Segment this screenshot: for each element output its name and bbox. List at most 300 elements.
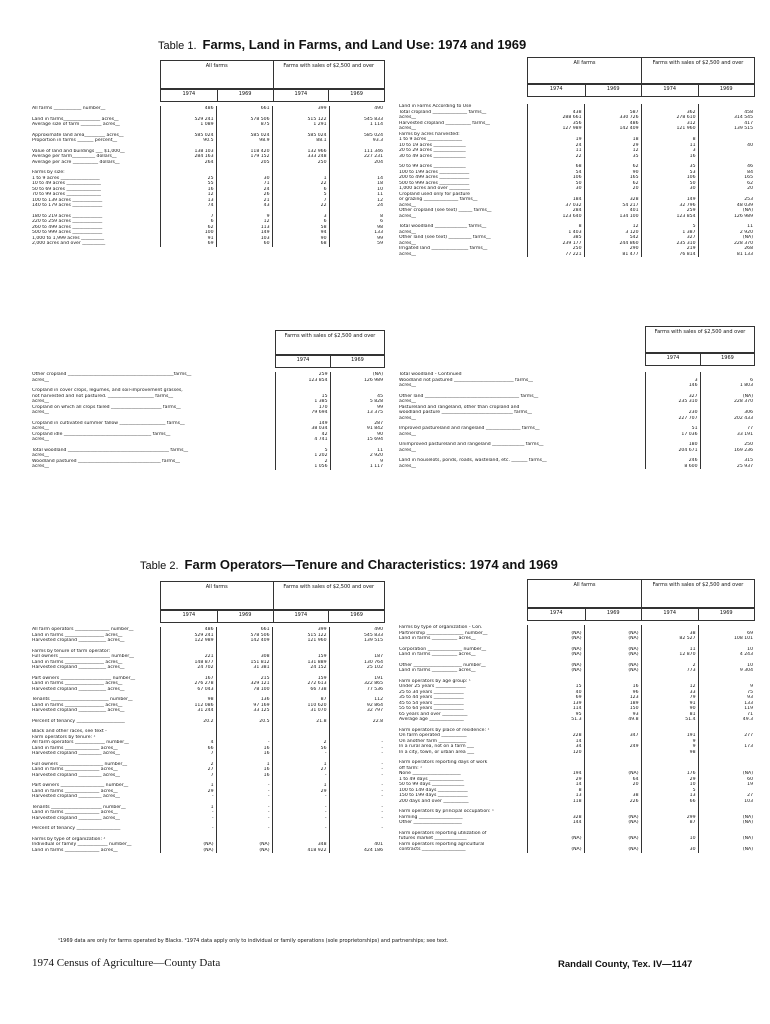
row-label: Harvested cropland ____________ acres__ xyxy=(32,708,125,713)
row-value: 2 xyxy=(275,459,330,465)
row-label: Land in farms ___________ acres__ xyxy=(399,652,476,657)
row-value: 1 089 xyxy=(160,122,216,128)
row-value: 1 xyxy=(272,762,329,768)
row-value: 38 034 xyxy=(275,426,330,432)
table1-bottom-left-body xyxy=(30,372,385,470)
row-label: acres__ xyxy=(32,437,49,442)
row-value: 121 960 xyxy=(272,638,329,644)
row-label: Individual or family _____________ number__ xyxy=(32,842,132,847)
row-value: (NA) xyxy=(700,394,755,400)
row-value: 327 xyxy=(645,394,700,400)
row-value: 585 024 xyxy=(216,133,272,139)
row-value: 38 xyxy=(641,631,698,637)
row-value: 77 xyxy=(700,426,755,432)
row-value: 1 385 xyxy=(275,399,330,405)
row-label: Farms by type of organization - Con. xyxy=(399,625,483,630)
row-label: 200 days and over ___________ xyxy=(399,798,469,804)
row-value: 10 xyxy=(698,663,755,669)
row-label: acres__ xyxy=(32,464,49,469)
row-value: 32 796 xyxy=(641,203,698,209)
row-value: 88.1 xyxy=(272,138,329,144)
row-label: 1 to 9 acres _______________ xyxy=(399,137,463,142)
row-value: 276 278 xyxy=(160,681,216,687)
row-value: 142 409 xyxy=(216,638,272,644)
row-value: 348 xyxy=(272,842,329,848)
row-value: 16 xyxy=(641,154,698,160)
row-value: 399 xyxy=(272,627,329,633)
row-value: 25 102 xyxy=(329,665,385,671)
row-value: 268 xyxy=(698,246,755,252)
row-value: 13 xyxy=(160,198,216,204)
row-value: 2 xyxy=(641,663,698,669)
row-value: 53 xyxy=(641,170,698,176)
row-value: 578 506 xyxy=(216,633,272,639)
row-value: 31 244 xyxy=(160,708,216,714)
row-label: Farms by tenure of farm operator: xyxy=(32,648,111,654)
row-value: 10 xyxy=(698,647,755,653)
row-label: off farm: ¹ xyxy=(399,765,423,771)
row-value: 119 xyxy=(698,706,755,712)
row-label: 20 to 29 acres ______________ xyxy=(399,148,466,153)
row-value: 250 xyxy=(527,246,584,252)
row-value: 1 xyxy=(160,783,216,789)
row-value: 6 xyxy=(700,378,755,384)
row-value: 204 xyxy=(329,160,385,166)
row-value: 356 xyxy=(527,121,584,127)
row-value: - xyxy=(272,816,329,822)
row-value: 120 xyxy=(527,750,584,756)
row-value: (NA) xyxy=(584,668,641,674)
row-value: 27 xyxy=(160,767,216,773)
row-value: 136 xyxy=(216,697,272,703)
row-value: (NA) xyxy=(527,652,584,658)
row-value: 149 xyxy=(216,230,272,236)
row-value: 661 xyxy=(216,627,272,633)
row-value: 246 xyxy=(645,458,700,464)
row-label: acres__ xyxy=(399,415,416,421)
row-value: 51 xyxy=(645,426,700,432)
row-value: 284 163 xyxy=(160,154,216,160)
row-value: 35 xyxy=(641,164,698,170)
row-value: 1 xyxy=(216,762,272,768)
row-value: 875 xyxy=(216,122,272,128)
row-label: acres__ xyxy=(399,399,416,404)
row-value: 6 xyxy=(272,187,329,193)
header-year: 1974 xyxy=(641,608,698,620)
row-value: 149 xyxy=(275,421,330,427)
row-value: 165 xyxy=(698,175,755,181)
row-label: Farming ___________________ xyxy=(399,814,463,820)
row-value: (NA) xyxy=(330,372,385,378)
row-value: 385 xyxy=(527,235,584,241)
row-value: (NA) xyxy=(527,663,584,669)
row-label: Woodland pastured ____________________________________ farms__ xyxy=(32,458,180,464)
row-value: 139 xyxy=(527,701,584,707)
row-label: 65 years and over ___________ xyxy=(399,711,468,717)
row-value: 49.8 xyxy=(584,717,641,723)
row-value: 130 764 xyxy=(329,660,385,666)
row-label: Land in farms _________________ acres__ xyxy=(32,681,123,686)
header-year: 1974 xyxy=(276,355,330,367)
row-value: - xyxy=(160,810,216,816)
row-value: 333 248 xyxy=(272,154,329,160)
row-value: 75 xyxy=(698,690,755,696)
row-value: 239 177 xyxy=(527,241,584,247)
row-value: 91 xyxy=(160,236,216,242)
row-value: 24 xyxy=(527,143,584,149)
row-value: 112 xyxy=(329,697,385,703)
row-value: (NA) xyxy=(527,668,584,674)
row-value: 2 xyxy=(160,762,216,768)
row-label: Land in farms _________________ acres__ xyxy=(32,702,123,708)
header-year: 1969 xyxy=(585,608,642,620)
row-value: 112 086 xyxy=(160,703,216,709)
row-value: (NA) xyxy=(698,235,755,241)
row-value: 180 xyxy=(645,442,700,448)
row-value: 22 xyxy=(527,154,584,160)
row-value: 118 420 xyxy=(216,149,272,155)
row-value: 4 xyxy=(160,740,216,746)
row-label: Corporation _______________ number__ xyxy=(399,646,487,652)
row-value: 12 xyxy=(584,148,641,154)
row-value: 69 xyxy=(160,241,216,247)
row-value: 98 xyxy=(641,750,698,756)
row-value: - xyxy=(160,794,216,800)
row-value: 46 xyxy=(698,164,755,170)
row-value: 16 xyxy=(216,746,272,752)
row-value: 123 854 xyxy=(641,214,698,220)
row-value: 2 920 xyxy=(698,230,755,236)
row-value: 77 221 xyxy=(527,252,584,258)
row-value: 329 121 xyxy=(216,681,272,687)
row-value: 59 xyxy=(329,241,385,247)
row-value: 8 xyxy=(641,137,698,143)
row-value: 438 xyxy=(527,110,584,116)
row-label: Tenants ______________________ number__ xyxy=(32,804,126,810)
row-value: 68 xyxy=(272,241,329,247)
row-label: Harvested cropland ____________ acres__ xyxy=(32,686,125,692)
row-value: 9 xyxy=(641,739,698,745)
row-value: 90 xyxy=(272,236,329,242)
row-value: 159 xyxy=(272,676,329,682)
table-row xyxy=(397,847,755,853)
row-value: 299 xyxy=(641,815,698,821)
row-label: 10 to 49 acres _______________ xyxy=(32,181,101,186)
row-value: 11 xyxy=(527,148,584,154)
row-value: (NA) xyxy=(698,771,755,777)
row-value: 230 xyxy=(645,410,700,416)
row-value: 347 xyxy=(584,733,641,739)
row-value: 19 xyxy=(698,782,755,788)
row-label: 500 to 999 acres _____________ xyxy=(399,180,470,186)
row-value: 287 xyxy=(330,421,385,427)
row-label: futures market ______________ xyxy=(399,836,467,841)
row-value: 95 xyxy=(527,712,584,718)
row-label: Farm operators by age group: ¹ xyxy=(399,678,471,684)
row-value: (NA) xyxy=(698,847,755,853)
row-value: - xyxy=(272,773,329,779)
row-value: - xyxy=(329,740,385,746)
row-value: 91 842 xyxy=(330,426,385,432)
table1-title-text: Farms, Land in Farms, and Land Use: 1974 and 1969 xyxy=(202,37,527,52)
row-value: 399 xyxy=(272,106,329,112)
row-value: 13 xyxy=(527,793,584,799)
row-label: 500 to 999 acres _____________ xyxy=(32,230,103,235)
row-value: 24 xyxy=(216,187,272,193)
row-label: 50 to 99 acres ______________ xyxy=(399,164,466,169)
row-label: 35 to 44 years _____________ xyxy=(399,695,464,700)
row-value: (NA) xyxy=(527,631,584,637)
row-label: Farm operators reporting utilization of xyxy=(399,830,487,836)
header-all-farms: All farms xyxy=(161,582,273,610)
footer-census-title: 1974 Census of Agriculture—County Data xyxy=(32,957,221,969)
row-label: Percent of tenancy _____________________ xyxy=(32,718,125,724)
row-label: In a rural area, not on a farm ___ xyxy=(399,744,474,749)
row-value: 90 xyxy=(330,432,385,438)
row-label: Woodland not pastured __________________________ farms__ xyxy=(399,377,533,383)
row-value: 20.2 xyxy=(160,719,216,725)
row-value: 30 xyxy=(641,186,698,192)
row-value: 51.3 xyxy=(527,717,584,723)
row-value: 21.8 xyxy=(272,719,329,725)
row-value: - xyxy=(329,751,385,757)
row-value: 62 xyxy=(584,164,641,170)
row-label: acres__ xyxy=(32,377,49,383)
row-value: 545 833 xyxy=(329,633,385,639)
row-label: 10 to 19 acres ______________ xyxy=(399,142,466,148)
row-value: 322 865 xyxy=(329,681,385,687)
row-value: 187 xyxy=(329,654,385,660)
row-value: 29 xyxy=(527,777,584,783)
row-value: 4 741 xyxy=(275,437,330,443)
row-value: 176 xyxy=(641,771,698,777)
header-sales-farms: Farms with sales of $2,500 and over xyxy=(276,331,384,355)
row-value: 69 xyxy=(527,695,584,701)
row-value: 2 920 xyxy=(330,453,385,459)
row-value: 159 xyxy=(272,654,329,660)
row-value: 226 xyxy=(584,799,641,805)
row-value: 5 xyxy=(272,192,329,198)
row-value: 26 xyxy=(216,192,272,198)
row-label: Cropland idle ______________________________________ farms__ xyxy=(32,431,171,437)
row-value: 79 xyxy=(641,695,698,701)
row-value: 529 241 xyxy=(160,117,216,123)
row-label: Harvested cropland ____________ acres__ xyxy=(32,665,125,670)
row-value: 330 726 xyxy=(584,115,641,121)
row-value: 150 xyxy=(584,706,641,712)
row-value: 20 xyxy=(698,186,755,192)
row-value: 327 xyxy=(641,235,698,241)
row-value: 121 960 xyxy=(641,126,698,132)
row-value: 77 536 xyxy=(329,687,385,693)
row-label: acres__ xyxy=(399,383,416,388)
row-label: Other _____________________ number__ xyxy=(399,662,486,668)
row-value: (NA) xyxy=(527,847,584,853)
row-value: (NA) xyxy=(698,815,755,821)
row-value: (NA) xyxy=(160,842,216,848)
table2-title-text: Farm Operators—Tenure and Characteristics: 1974 and 1969 xyxy=(184,557,558,572)
row-label: Cropland in cultivated summer fallow ____________________ farms__ xyxy=(32,420,185,426)
row-value: 56 xyxy=(272,746,329,752)
row-label: Proportion in farms _______ percent__ xyxy=(32,138,118,143)
row-value: 134 100 xyxy=(584,214,641,220)
row-value: 205 xyxy=(216,160,272,166)
row-value: 16 xyxy=(216,767,272,773)
row-value: 132 966 xyxy=(272,149,329,155)
row-label: acres__ xyxy=(399,202,416,208)
row-value: 9 xyxy=(216,214,272,220)
row-value: 8 xyxy=(527,224,584,230)
row-value: 42 xyxy=(275,432,330,438)
row-value: 29 xyxy=(160,789,216,795)
row-value: 54 xyxy=(527,170,584,176)
row-value: 22 xyxy=(272,203,329,209)
row-value: 228 xyxy=(527,733,584,739)
row-value: (NA) xyxy=(584,647,641,653)
header-year: 1969 xyxy=(330,355,384,367)
row-label: 100 to 149 days _____________ xyxy=(399,787,468,793)
row-value: 12 xyxy=(584,224,641,230)
row-value: 314 545 xyxy=(698,115,755,121)
row-value: 31 070 xyxy=(272,708,329,714)
row-value: 401 xyxy=(584,208,641,214)
row-value: 30 xyxy=(641,847,698,853)
row-value: 401 xyxy=(329,842,385,848)
row-label: Harvested cropland __________ acres__ xyxy=(32,772,120,778)
row-value: 486 xyxy=(160,106,216,112)
row-value: 1 114 xyxy=(329,122,385,128)
header-year: 1974 xyxy=(528,84,585,96)
row-value: - xyxy=(160,816,216,822)
row-label: acres__ xyxy=(399,240,416,246)
header-year: 1974 xyxy=(528,608,585,620)
row-value: 204 671 xyxy=(645,448,700,454)
row-value: 87 xyxy=(641,820,698,826)
row-value: 250 xyxy=(272,160,329,166)
row-label: Other cropland ______________________________________________farms__ xyxy=(32,372,192,377)
row-value: 97 169 xyxy=(216,703,272,709)
row-value: (NA) xyxy=(698,820,755,826)
row-label: Land in houselots, ponds, roads, wasteland, etc. _______ farms__ xyxy=(399,458,547,463)
row-label: Part owners ___________________ number__ xyxy=(32,783,129,788)
row-value: 167 xyxy=(160,676,216,682)
row-value: 24 702 xyxy=(160,665,216,671)
row-label: 1 to 49 days _______________ xyxy=(399,776,464,782)
row-value: - xyxy=(216,740,272,746)
row-label: acres__ xyxy=(32,426,49,431)
row-value: 29 xyxy=(584,143,641,149)
row-value: 12 xyxy=(329,198,385,204)
row-value: - xyxy=(329,810,385,816)
row-value: - xyxy=(272,794,329,800)
row-value: 179 152 xyxy=(216,154,272,160)
row-label: 50 to 99 days ______________ xyxy=(399,782,465,787)
row-label: Farms by acres harvested: xyxy=(399,131,460,137)
row-label: Total woodland ____________________________________________ farms__ xyxy=(32,447,189,453)
row-value: 16 xyxy=(216,751,272,757)
row-label: Value of land and buildings ___ $1,000__ xyxy=(32,148,125,154)
row-value: 151 812 xyxy=(216,660,272,666)
table1-bottom-right-header xyxy=(645,326,755,366)
row-value: 20 xyxy=(584,186,641,192)
row-value: 587 xyxy=(584,110,641,116)
row-value: 108 101 xyxy=(698,636,755,642)
row-value: 27 xyxy=(698,793,755,799)
row-value: 90 xyxy=(584,170,641,176)
row-label: Harvested cropland ___________ farms__ xyxy=(399,120,490,126)
row-label: Land in farms ___________ acres__ xyxy=(399,636,476,641)
header-all-farms: All farms xyxy=(528,58,641,84)
row-value: 113 xyxy=(216,225,272,231)
row-label: Partnership ________________ number__ xyxy=(399,630,488,636)
row-value: 5 xyxy=(275,448,330,454)
row-value: 81 133 xyxy=(698,252,755,258)
row-value: - xyxy=(272,826,329,832)
row-value: (NA) xyxy=(160,848,216,854)
row-value: 33 xyxy=(641,690,698,696)
row-value: (NA) xyxy=(584,631,641,637)
row-value: 1 117 xyxy=(330,464,385,470)
row-value: 6 xyxy=(272,219,329,225)
row-label: not harvested and not pastured. ____________________ farms__ xyxy=(32,393,174,399)
row-value: 51.4 xyxy=(641,717,698,723)
row-label: Harvested cropland __________ acres__ xyxy=(32,815,120,821)
row-label: woodland pasture _______________________________ farms__ xyxy=(399,410,532,415)
row-value: 96 xyxy=(584,690,641,696)
row-label: On another farm ____________ xyxy=(399,738,467,744)
row-value: 486 xyxy=(160,627,216,633)
row-label: acres__ xyxy=(32,399,49,404)
row-value: 362 xyxy=(641,110,698,116)
row-value: 3 xyxy=(641,148,698,154)
row-label: Farm operators by place of residence: ¹ xyxy=(399,727,490,733)
table-row xyxy=(30,241,385,247)
row-value: 20 xyxy=(584,782,641,788)
row-label: 50 to 69 acres _______________ xyxy=(32,186,101,192)
header-year: 1974 xyxy=(273,89,329,101)
row-label: On farm operated ___________ xyxy=(399,733,467,738)
header-sales-farms: Farms with sales of $2,500 and over xyxy=(641,580,754,608)
row-value: 16 xyxy=(584,684,641,690)
row-label: Land in farms _______________ acres__ xyxy=(32,788,118,794)
row-value: 84 xyxy=(698,170,755,176)
row-value: 24 xyxy=(329,203,385,209)
row-value: - xyxy=(329,762,385,768)
row-label: Other _____________________ xyxy=(399,820,462,825)
row-label: 260 to 499 acres _____________ xyxy=(32,224,103,230)
row-value: - xyxy=(272,751,329,757)
row-value: 50 xyxy=(641,181,698,187)
table1-bottom-right-body xyxy=(397,372,755,469)
table2-left-header xyxy=(160,581,385,623)
row-label: Average per acre ___________ dollars__ xyxy=(32,159,120,165)
table2-right-header xyxy=(527,579,755,621)
row-value: 585 024 xyxy=(160,133,216,139)
row-label: Land in farms _________________ acres__ xyxy=(32,659,123,665)
row-value: - xyxy=(329,816,385,822)
row-label: Farm operators by tenure: ¹ xyxy=(32,734,96,740)
row-value: 123 xyxy=(584,695,641,701)
row-value: (NA) xyxy=(698,836,755,842)
header-sales-farms: Farms with sales of $2,500 and over xyxy=(641,58,754,84)
table-row xyxy=(397,252,755,258)
row-value: - xyxy=(329,746,385,752)
row-value: 81 477 xyxy=(584,252,641,258)
row-value: 490 xyxy=(329,627,385,633)
row-label: Full owners ______________________ number__ xyxy=(32,654,134,659)
row-value: 235 310 xyxy=(641,241,698,247)
row-label: Farm operators reporting agricultural xyxy=(399,841,485,847)
